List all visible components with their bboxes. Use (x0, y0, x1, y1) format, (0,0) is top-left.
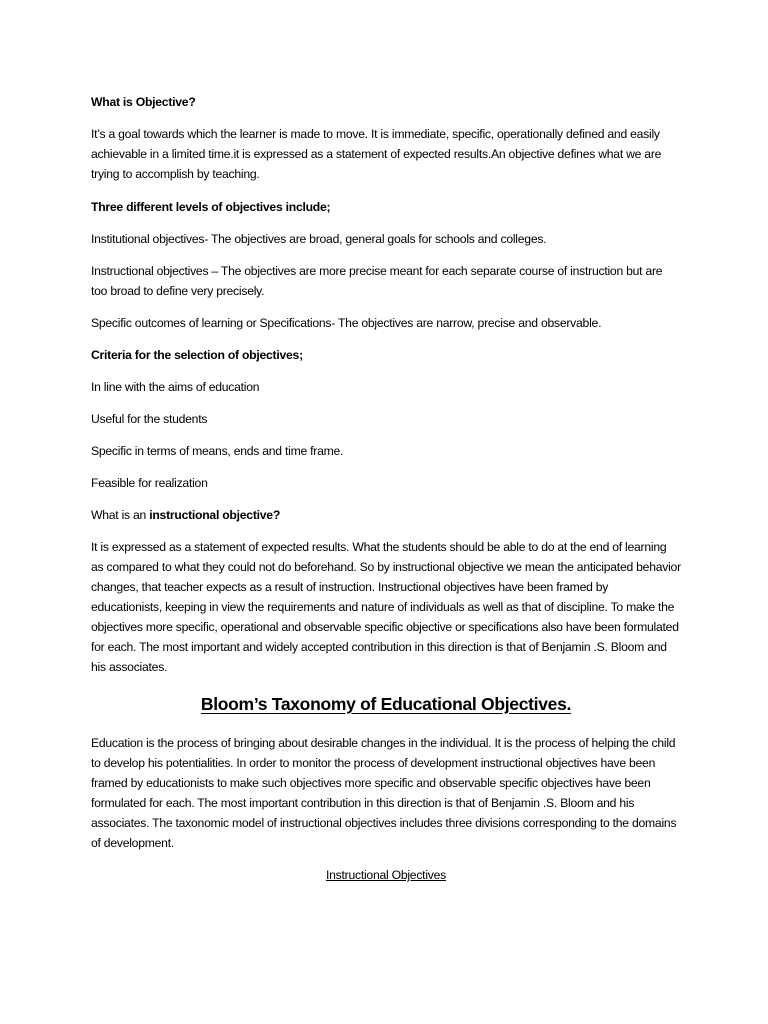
bloom-taxonomy-title: Bloom’s Taxonomy of Educational Objectives. (200, 694, 572, 714)
objective-definition-paragraph: It’s a goal towards which the learner is made to move. It is immediate, specific, operationally defined and easily achievable in a limited time.it is expressed as a statement of expected results.An objective defines what we are trying to accomplish by teaching. (91, 127, 662, 181)
level-institutional: Institutional objectives- The objectives are broad, general goals for schools and colleges. (91, 232, 547, 246)
question-prefix: What is an (91, 508, 150, 522)
levels-heading: Three different levels of objectives include; (91, 200, 331, 214)
instructional-objectives-label: Instructional Objectives (326, 868, 446, 882)
question-bold-term: instructional objective? (149, 508, 281, 522)
question-what-is-objective: What is Objective? (91, 95, 196, 109)
instructional-definition-paragraph: It is expressed as a statement of expected results. What the students should be able to do at the end of learning as compared to what they could not do beforehand. So by instructional objective we mean the anticipated behavior changes, that teacher expects as a result of instruction. Instructional objectives have been framed by educationists, keeping in view the requirements and nature of individuals as well as that of discipline. To make the objectives more specific, operational and observable specific objective or specifications also have been formulated for each. The most important and widely accepted contribution in this direction is that of Benjamin .S. Bloom and his associates. (91, 540, 681, 674)
level-specific-outcomes: Specific outcomes of learning or Specifications- The objectives are narrow, precise and observable. (91, 316, 602, 330)
criteria-item: Feasible for realization (91, 476, 208, 490)
question-instructional-objective (91, 505, 681, 525)
document-body (91, 92, 681, 885)
level-instructional: Instructional objectives – The objectives are more precise meant for each separate course of instruction but are too broad to define very precisely. (91, 264, 663, 298)
criteria-item: Specific in terms of means, ends and time frame. (91, 444, 344, 458)
criteria-heading: Criteria for the selection of objectives; (91, 348, 303, 362)
education-paragraph: Education is the process of bringing about desirable changes in the individual. It is the process of helping the child to develop his potentialities. In order to monitor the process of development instructional objectives have been framed by educationists to make such objectives more specific and observable specific objectives have been formulated for each. The most important contribution in this direction is that of Benjamin .S. Bloom and his associates. The taxonomic model of instructional objectives includes three divisions corresponding to the domains of development. (91, 736, 677, 850)
criteria-item: Useful for the students (91, 412, 208, 426)
criteria-item: In line with the aims of education (91, 380, 260, 394)
